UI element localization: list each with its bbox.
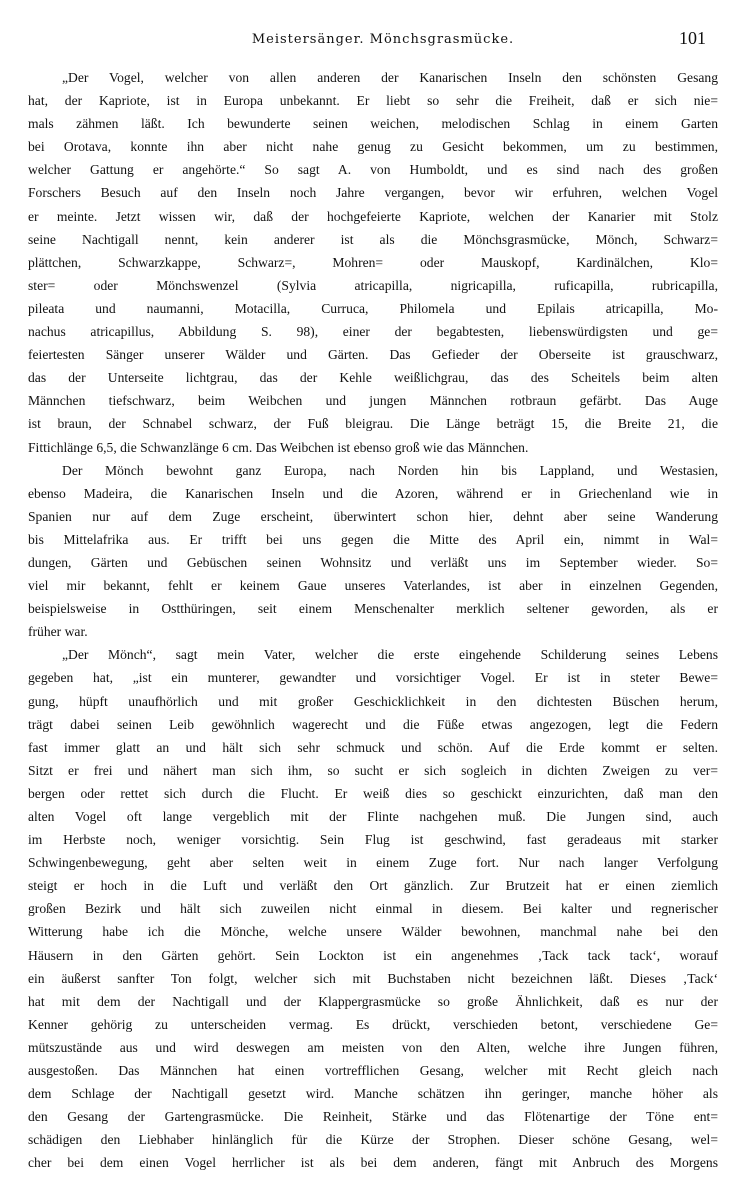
text-line: nachus atricapillus, Abbildung S. 98), einer der begabtesten, liebenswürdigsten und ge= [28,324,718,340]
text-line: schädigen den Liebhaber hinlänglich für die Kürze der Strophen. Dieser schöne Gesang, wel= [28,1132,718,1148]
text-line: Forschers Besuch auf den Inseln noch Jahre vergangen, bevor wir erfuhren, welchen Vogel [28,185,718,201]
text-line: pileata und naumanni, Motacilla, Curruca, Philomela und Epilais atricapilla, Mo- [28,300,718,316]
text-line: ebenso Madeira, die Kanarischen Inseln und die Azoren, während er in Griechenland wie in [28,485,718,501]
text-line: das der Unterseite lichtgrau, das der Kehle weißlichgrau, das des Scheitels beim alten [28,370,718,386]
page-number: 101 [679,28,706,48]
text-line: hat, der Kapriote, ist in Europa unbekannt. Er liebt so sehr die Freiheit, daß er sich nie= [28,93,718,109]
text-line: ausgestoßen. Das Männchen hat einen vortrefflichen Gesang, welcher mit Recht gleich nach [28,1063,718,1079]
text-line: alten Vogel oft lange vergeblich mit der Flinte nachgehen muß. Die Jungen sind, auch [28,809,718,824]
text-line: Kenner gehörig zu unterscheiden vermag. Es drückt, verschieden betont, verschiedene Ge= [28,1016,718,1032]
text-line: dungen, Gärten und Gebüschen seinen Wohnsitz und verläßt uns im September wieder. So= [28,554,718,570]
text-line: hat mit dem der Nachtigall und der Klappergrasmücke so große Ähnlichkeit, daß es nur der [28,993,718,1009]
text-line: er meinte. Jetzt wissen wir, daß der hochgefeierte Kapriote, welchen der Kanarier mit Stolz [28,208,718,224]
text-line: bergen oder rettet sich durch die Flucht. Er weiß dies so geschickt einzurichten, daß man den [28,785,718,801]
text-line: gung, hüpft unaufhörlich und mit großer Geschicklichkeit in den dichtesten Büschen herum, [28,693,718,709]
text-line: bei Orotava, konnte ihn aber nicht nahe genug zu Gesicht bekommen, um zu bestimmen, [28,139,718,155]
text-line: fast immer glatt an und hält sich sehr schmuck und schön. Auf die Erde kommt er selten. [28,739,718,755]
text-line: feiertesten Sänger unserer Wälder und Gärten. Das Gefieder der Oberseite ist grauschwarz, [28,347,718,363]
text-line: mütszustände aus und wird deswegen am meisten von den Alten, welche ihre Jungen führen, [28,1039,718,1055]
text-line: Sitzt er frei und nähert man sich ihm, so sucht er sich sogleich in dichten Zweigen zu ver= [28,762,718,778]
text-line: Witterung habe ich die Mönche, welche unsere Wälder bewohnen, manchmal nahe bei den [28,924,718,940]
text-line: viel mir bekannt, fehlt er keinem Gaue unseres Vaterlandes, ist aber in einzelnen Gegenden, [28,578,718,594]
text-line: cher bei dem einen Vogel herrlicher ist als bei dem anderen, fängt mit Anbruch des Morgens [28,1155,718,1171]
text-line: welcher Gattung er angehörte.“ So sagt A. von Humboldt, und es sind nach des großen [28,162,718,178]
text-line: früher war. [28,624,88,640]
text-line: plättchen, Schwarzkappe, Schwarz=, Mohren= oder Mauskopf, Kardinälchen, Klo= [28,254,718,270]
text-line: „Der Mönch“, sagt mein Vater, welcher die erste eingehende Schilderung seines Lebens [62,647,718,663]
text-line: Spanien nur auf dem Zuge erscheint, überwintert schon hier, dehnt aber seine Wanderung [28,508,718,524]
text-line: Der Mönch bewohnt ganz Europa, nach Norden hin bis Lappland, und Westasien, [62,462,718,478]
text-line: ist braun, der Schnabel schwarz, der Fuß bleigrau. Die Länge beträgt 15, die Breite 21, die [28,416,718,432]
text-line: großen Bezirk und hält sich zuweilen nicht einmal in diesem. Bei kalter und regnerischer [28,901,718,917]
text-line: Männchen tiefschwarz, beim Weibchen und jungen Männchen rotbraun gefärbt. Das Auge [28,393,718,409]
text-line: den Gesang der Gartengrasmücke. Die Reinheit, Stärke und das Flötenartige der Töne ent= [28,1109,718,1125]
running-head: Meistersänger. Mönchsgrasmücke. [251,32,515,47]
text-line: seine Nachtigall nennt, kein anderer ist als die Mönchsgrasmücke, Mönch, Schwarz= [28,231,718,247]
text-line: beispielsweise in Ostthüringen, seit einem Menschenalter merklich seltener geworden, als er [28,601,718,617]
text-line: trägt dabei seinen Leib gewöhnlich wagerecht und die Füße etwas angezogen, legt die Federn [28,716,718,732]
text-line: ster= oder Mönchswenzel (Sylvia atricapilla, nigricapilla, ruficapilla, rubricapilla, [28,277,718,293]
text-line: mals zähmen läßt. Ich bewunderte seinen weichen, melodischen Schlag in einem Garten [28,116,718,132]
text-line: bis Mittelafrika aus. Er trifft bei uns gegen die Mitte des April ein, nimmt in Wal= [28,531,718,547]
text-line: Fittichlänge 6,5, die Schwanzlänge 6 cm. Das Weibchen ist ebenso groß wie das Männchen. [28,439,529,455]
body-text [28,66,718,1175]
text-line: Schwingenbewegung, geht aber selten weit in einem Zuge fort. Nur nach langer Verfolgung [28,855,718,871]
text-line: ein äußerst sanfter Ton folgt, welcher sich mit Buchstaben nicht bezeichnen läßt. Dieses ‚Tack‘ [28,970,718,986]
text-line: steigt er hoch in die Luft und verläßt den Ort gänzlich. Zur Brutzeit hat er einen ziemlich [28,878,718,894]
text-line: dem Schlage der Nachtigall gesetzt wird. Manche schätzen ihn geringer, manche höher als [28,1086,718,1102]
page-header [60,28,706,54]
text-line: im Herbste noch, weniger vorsichtig. Sein Flug ist geschwind, fast geradeaus mit starker [28,832,718,848]
text-line: gegeben hat, „ist ein munterer, gewandter und vorsichtiger Vogel. Er ist in steter Bewe= [28,670,718,686]
text-line: Häusern in den Gärten gehört. Sein Lockton ist ein angenehmes ‚Tack tack tack‘, worauf [28,947,718,963]
text-line: „Der Vogel, welcher von allen anderen der Kanarischen Inseln den schönsten Gesang [62,70,718,85]
